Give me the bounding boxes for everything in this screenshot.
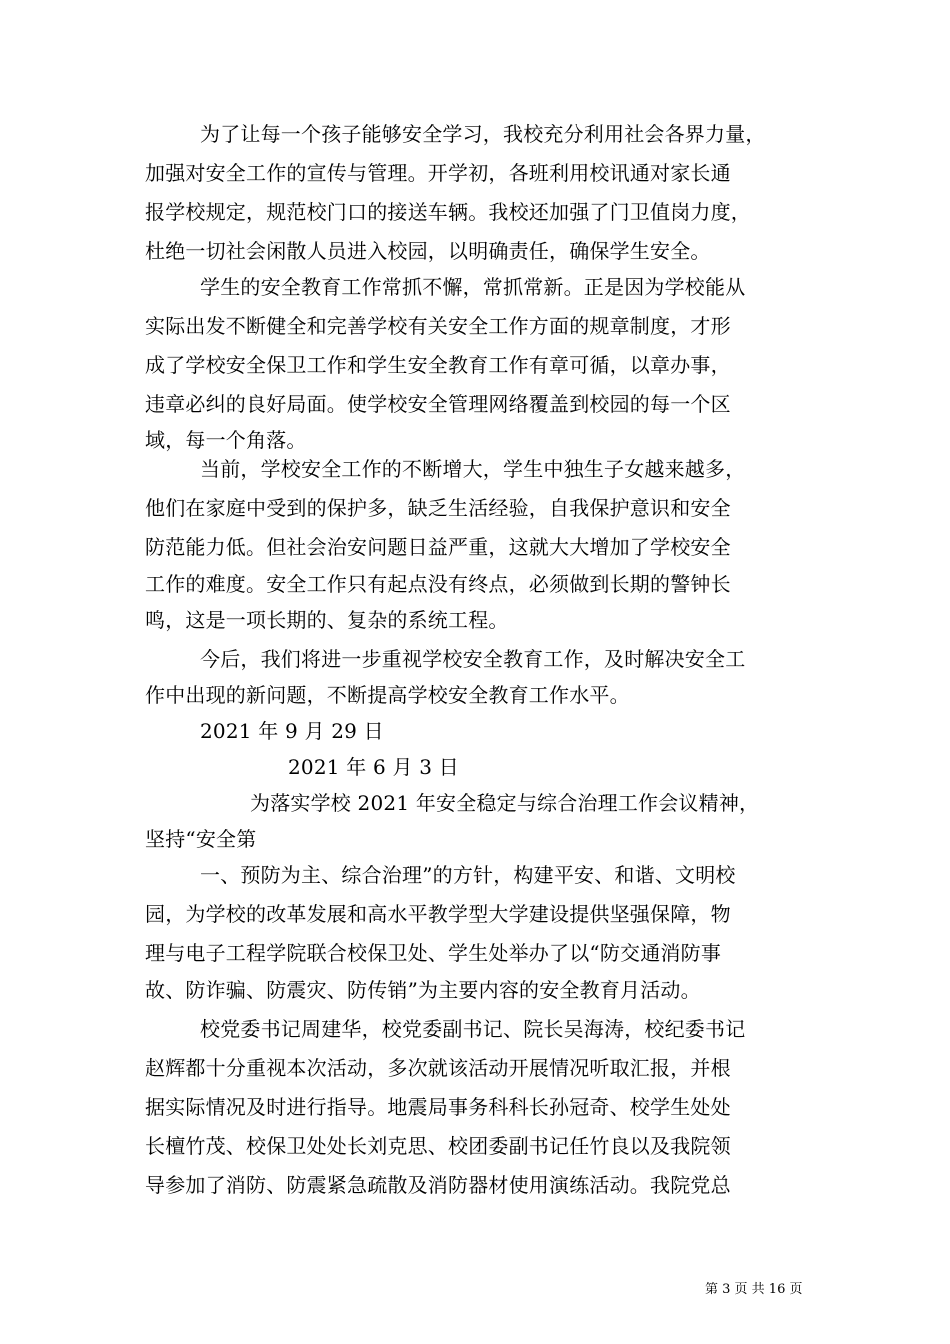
text-line: 鸣，这是一项长期的、复杂的系统工程。 bbox=[145, 608, 509, 632]
text-line: 作中出现的新问题，不断提高学校安全教育工作水平。 bbox=[145, 683, 630, 707]
text-line: 今后，我们将进一步重视学校安全教育工作，及时解决安全工 bbox=[200, 647, 746, 671]
page-number: 第 3 页 共 16 页 bbox=[705, 1282, 803, 1297]
text-line: 为落实学校 2021 年安全稳定与综合治理工作会议精神， bbox=[250, 791, 760, 815]
text-line: 理与电子工程学院联合校保卫处、学生处举办了以“防交通消防事 bbox=[145, 941, 722, 965]
text-line: 违章必纠的良好局面。使学校安全管理网络覆盖到校园的每一个区 bbox=[145, 392, 731, 416]
text-line: 当前，学校安全工作的不断增大，学生中独生子女越来越多， bbox=[200, 457, 746, 481]
text-line: 校党委书记周建华，校党委副书记、院长吴海涛，校纪委书记 bbox=[200, 1017, 746, 1041]
text-line: 坚持“安全第 bbox=[145, 827, 257, 851]
text-line: 为了让每一个孩子能够安全学习，我校充分利用社会各界力量， bbox=[200, 122, 766, 146]
text-line: 长檀竹茂、校保卫处处长刘克思、校团委副书记任竹良以及我院领 bbox=[145, 1134, 731, 1158]
text-line: 导参加了消防、防震紧急疏散及消防器材使用演练活动。我院党总 bbox=[145, 1173, 731, 1197]
text-line: 域，每一个角落。 bbox=[145, 428, 307, 452]
text-line: 成了学校安全保卫工作和学生安全教育工作有章可循，以章办事， bbox=[145, 353, 731, 377]
text-line: 园，为学校的改革发展和高水平教学型大学建设提供坚强保障，物 bbox=[145, 902, 731, 926]
text-line: 加强对安全工作的宣传与管理。开学初，各班利用校讯通对家长通 bbox=[145, 161, 731, 185]
text-line: 据实际情况及时进行指导。地震局事务科科长孙冠奇、校学生处处 bbox=[145, 1095, 731, 1119]
date-line: 2021 年 6 月 3 日 bbox=[288, 755, 459, 779]
date-line: 2021 年 9 月 29 日 bbox=[200, 719, 384, 743]
text-line: 他们在家庭中受到的保护多，缺乏生活经验，自我保护意识和安全 bbox=[145, 496, 731, 520]
text-line: 赵辉都十分重视本次活动，多次就该活动开展情况听取汇报，并根 bbox=[145, 1056, 731, 1080]
text-line: 一、预防为主、综合治理”的方针，构建平安、和谐、文明校 bbox=[200, 863, 736, 887]
text-line: 实际出发不断健全和完善学校有关安全工作方面的规章制度，才形 bbox=[145, 314, 731, 338]
text-line: 防范能力低。但社会治安问题日益严重，这就大大增加了学校安全 bbox=[145, 535, 731, 559]
text-line: 工作的难度。安全工作只有起点没有终点，必须做到长期的警钟长 bbox=[145, 572, 731, 596]
text-line: 学生的安全教育工作常抓不懈，常抓常新。正是因为学校能从 bbox=[200, 275, 746, 299]
text-line: 杜绝一切社会闲散人员进入校园，以明确责任，确保学生安全。 bbox=[145, 239, 711, 263]
text-line: 报学校规定，规范校门口的接送车辆。我校还加强了门卫值岗力度， bbox=[145, 200, 751, 224]
text-line: 故、防诈骗、防震灾、防传销”为主要内容的安全教育月活动。 bbox=[145, 978, 701, 1002]
